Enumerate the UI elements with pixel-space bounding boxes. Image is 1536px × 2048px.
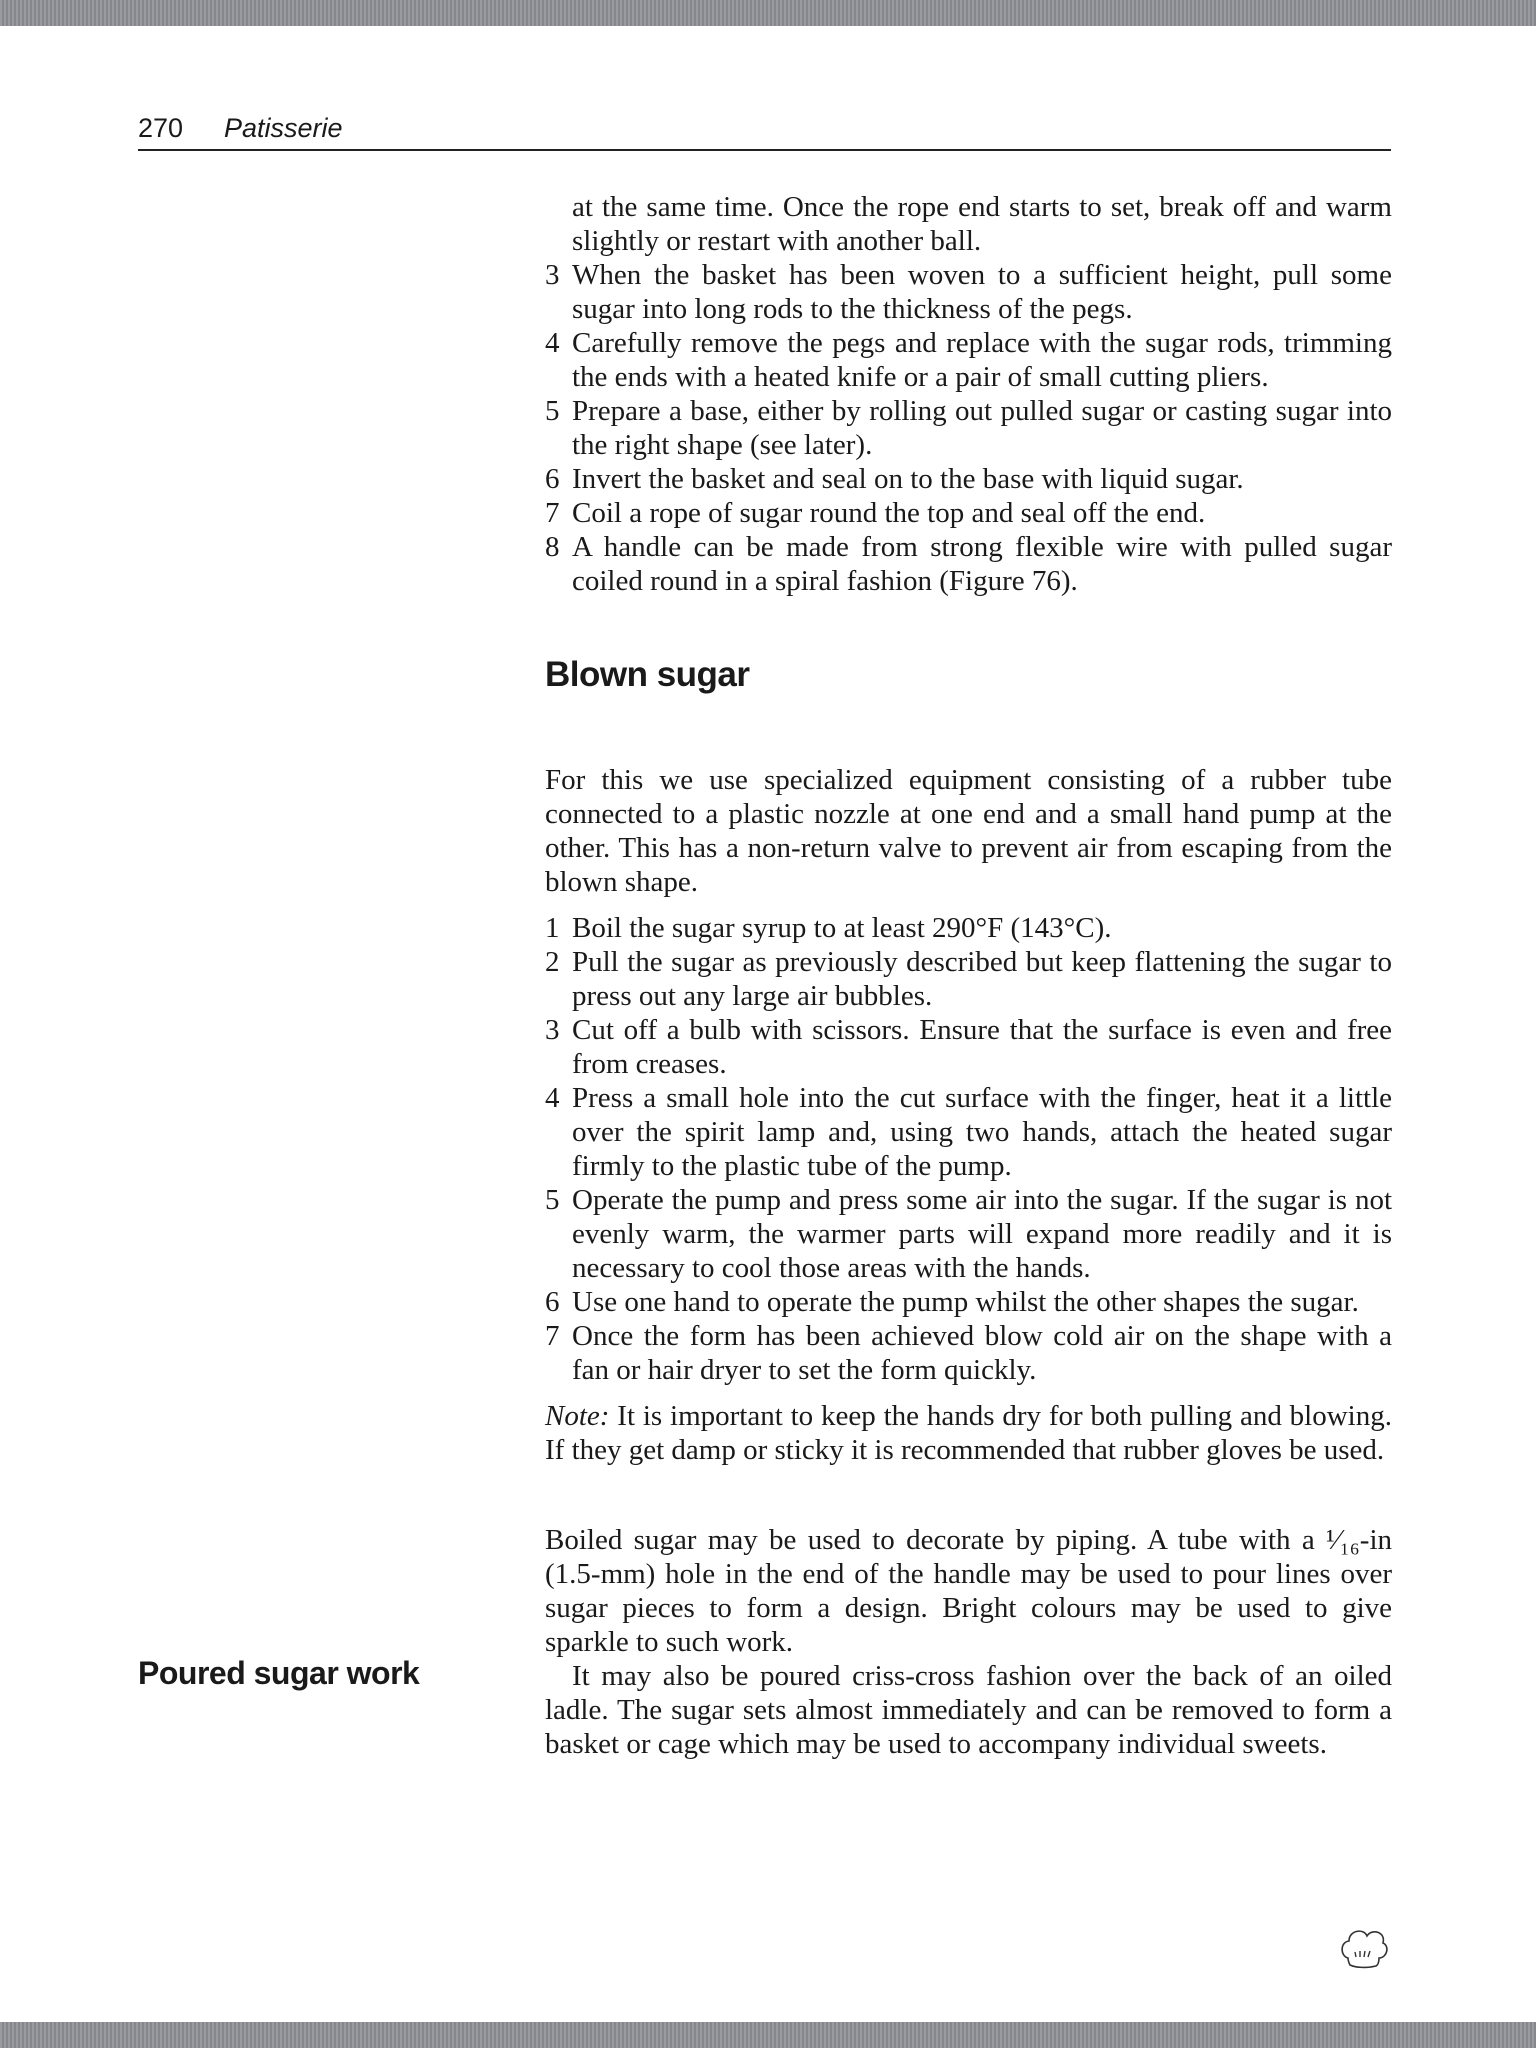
step-number: 7	[545, 1320, 560, 1352]
basket-steps-list	[545, 258, 1392, 598]
step-text: A handle can be made from strong flexible wire with pulled sugar coiled round in a spiral fashion (Figure 76).	[572, 531, 1392, 597]
step-number: 6	[545, 463, 560, 495]
section-title: Patisserie	[224, 113, 343, 143]
list-item	[545, 1013, 1392, 1081]
step-text: Once the form has been achieved blow cold air on the shape with a fan or hair dryer to set the form quickly.	[572, 1320, 1392, 1386]
step-text: Pull the sugar as previously described but keep flattening the sugar to press out any large air bubbles.	[572, 946, 1392, 1012]
step-number: 6	[545, 1286, 560, 1318]
blown-sugar-intro: For this we use specialized equipment consisting of a rubber tube connected to a plastic nozzle at one end and a small hand pump at the other. This has a non-return valve to prevent air from escaping from the blown shape.	[545, 764, 1392, 898]
list-item	[545, 1081, 1392, 1183]
list-item	[545, 1319, 1392, 1387]
continued-paragraph: at the same time. Once the rope end starts to set, break off and warm slightly or restart with another ball.	[572, 191, 1392, 257]
step-number: 8	[545, 531, 560, 563]
step-text: Boil the sugar syrup to at least 290°F (143°C).	[572, 912, 1112, 944]
step-text: Press a small hole into the cut surface with the finger, heat it a little over the spirit lamp and, using two hands, attach the heated sugar firmly to the plastic tube of the pump.	[572, 1082, 1392, 1182]
chef-hat-icon	[1338, 1924, 1390, 1970]
note-text: It is important to keep the hands dry for both pulling and blowing. If they get damp or sticky it is recommended that rubber gloves be used.	[545, 1400, 1392, 1466]
step-number: 5	[545, 1184, 560, 1216]
step-text: Carefully remove the pegs and replace with the sugar rods, trimming the ends with a heated knife or a pair of small cutting pliers.	[572, 327, 1392, 393]
step-number: 3	[545, 259, 560, 291]
step-number: 2	[545, 946, 560, 978]
note-label: Note:	[545, 1400, 610, 1432]
step-number: 3	[545, 1014, 560, 1046]
step-number: 7	[545, 497, 560, 529]
note-paragraph	[545, 1399, 1392, 1467]
step-text: Coil a rope of sugar round the top and seal off the end.	[572, 497, 1206, 529]
main-column	[545, 190, 1392, 1761]
step-text: Cut off a bulb with scissors. Ensure that the surface is even and free from creases.	[572, 1014, 1392, 1080]
poured-sugar-paragraph-1: Boiled sugar may be used to decorate by piping. A tube with a ¹⁄₁₆-in (1.5-mm) hole in the end of the handle may be used to pour lines over sugar pieces to form a design. Bright colours may be used to give sparkle to such work.	[545, 1524, 1392, 1658]
list-item	[545, 462, 1392, 496]
step-number: 4	[545, 327, 560, 359]
viewer-top-bar	[0, 0, 1536, 26]
step-text: When the basket has been woven to a sufficient height, pull some sugar into long rods to the thickness of the pegs.	[572, 259, 1392, 325]
section-heading-poured-sugar: Poured sugar work	[138, 1655, 420, 1691]
list-item	[545, 530, 1392, 598]
poured-sugar-paragraph-2: It may also be poured criss-cross fashion over the back of an oiled ladle. The sugar sets almost immediately and can be removed to form a basket or cage which may be used to accompany individual sweets.	[545, 1660, 1392, 1760]
step-text: Prepare a base, either by rolling out pulled sugar or casting sugar into the right shape (see later).	[572, 395, 1392, 461]
list-item	[545, 911, 1392, 945]
section-heading-blown-sugar: Blown sugar	[545, 655, 750, 694]
list-item	[545, 1285, 1392, 1319]
list-item	[545, 945, 1392, 1013]
header-rule	[138, 149, 1391, 151]
list-item	[545, 326, 1392, 394]
list-item	[545, 394, 1392, 462]
list-item	[545, 258, 1392, 326]
step-number: 1	[545, 912, 560, 944]
viewer-bottom-bar	[0, 2022, 1536, 2048]
step-number: 4	[545, 1082, 560, 1114]
step-text: Invert the basket and seal on to the base with liquid sugar.	[572, 463, 1244, 495]
blown-sugar-steps-list	[545, 911, 1392, 1387]
step-number: 5	[545, 395, 560, 427]
step-text: Operate the pump and press some air into the sugar. If the sugar is not evenly warm, the warmer parts will expand more readily and it is necessary to cool those areas with the hands.	[572, 1184, 1392, 1284]
list-item	[545, 496, 1392, 530]
page-number: 270	[138, 113, 184, 143]
list-item	[545, 1183, 1392, 1285]
step-text: Use one hand to operate the pump whilst the other shapes the sugar.	[572, 1286, 1359, 1318]
running-head	[138, 110, 343, 146]
